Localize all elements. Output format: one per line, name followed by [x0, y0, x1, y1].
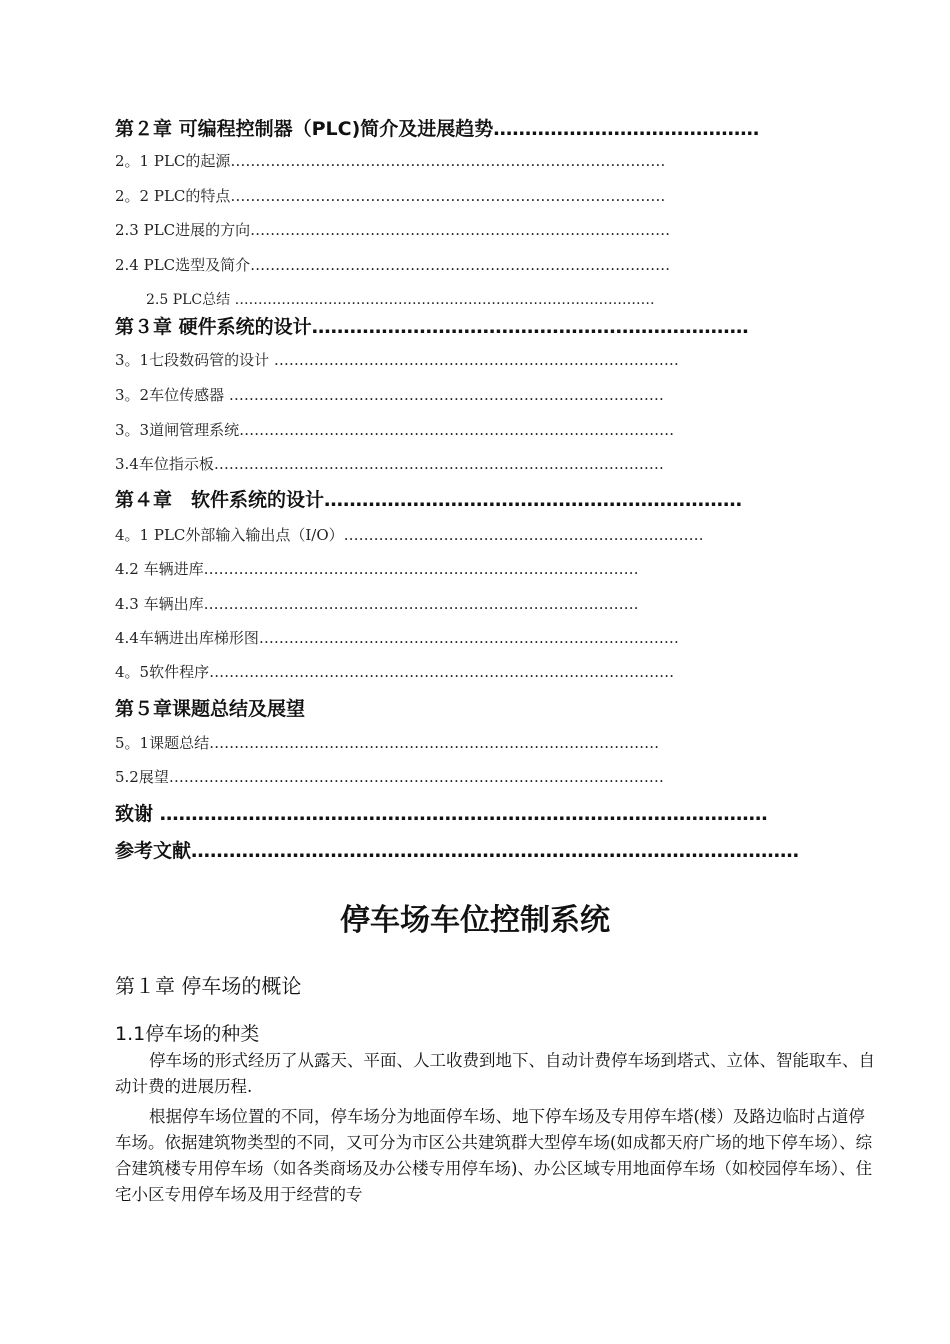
toc-entry[interactable]: 4.2 车辆进库…………………………………………………………………………… — [115, 560, 639, 578]
toc-entry[interactable]: 3。1七段数码管的设计 ……………………………………………………………………… — [115, 351, 679, 369]
toc-entry[interactable]: 5.2展望……………………………………………………………………………………… — [115, 768, 664, 786]
toc-entry[interactable]: 3。2车位传感器 …………………………………………………………………………… — [115, 386, 664, 404]
section-heading: 1.1停车场的种类 — [115, 1023, 260, 1045]
toc-entry[interactable]: 2.4 PLC选型及简介………………………………………………………………………… — [115, 256, 671, 274]
toc-entry-acknowledgements[interactable]: 致谢 …………………………………………………………………………………… — [115, 803, 768, 825]
toc-entry[interactable]: 4。1 PLC外部输入输出点（I/O）……………………………………………………………… — [115, 526, 704, 544]
toc-entry[interactable]: 3。3道闸管理系统…………………………………………………………………………… — [115, 421, 675, 439]
toc-entry[interactable]: 2.3 PLC进展的方向………………………………………………………………………… — [115, 221, 671, 239]
toc-entry[interactable]: 2.5 PLC总结 ……………………………………………………………………………… — [146, 292, 655, 308]
toc-entry[interactable]: 4。5软件程序………………………………………………………………………………… — [115, 663, 675, 681]
document-title: 停车场车位控制系统 — [340, 903, 610, 938]
chapter-heading: 第１章 停车场的概论 — [115, 974, 302, 998]
body-paragraph: 根据停车场位置的不同，停车场分为地面停车场、地下停车场及专用停车塔(楼）及路边临时占道停车场。依据建筑物类型的不同，又可分为市区公共建筑群大型停车场(如成都天府广场的地下停车场）、综合建筑楼专用停车场（如各类商场及办公楼专用停车场)、办公区域专用地面停车场（如校园停车场）、住宅小区专用停车场及用于经营的专 — [115, 1107, 873, 1204]
toc-entry[interactable]: 4.3 车辆出库…………………………………………………………………………… — [115, 595, 639, 613]
toc-entry[interactable]: 5。1课题总结……………………………………………………………………………… — [115, 734, 660, 752]
toc-entry-references[interactable]: 参考文献…………………………………………………………………………………… — [115, 840, 800, 862]
toc-entry-chapter-2[interactable]: 第２章 可编程控制器（PLC)简介及进展趋势…………………………………… — [115, 118, 760, 140]
toc-entry[interactable]: 2。2 PLC的特点…………………………………………………………………………… — [115, 187, 666, 205]
toc-entry[interactable]: 2。1 PLC的起源…………………………………………………………………………… — [115, 152, 666, 170]
toc-entry-chapter-3[interactable]: 第３章 硬件系统的设计…………………………………………………………… — [115, 316, 749, 338]
toc-entry[interactable]: 4.4车辆进出库梯形图………………………………………………………………………… — [115, 629, 679, 647]
toc-entry[interactable]: 3.4车位指示板……………………………………………………………………………… — [115, 455, 664, 473]
toc-entry-chapter-4[interactable]: 第４章 软件系统的设计………………………………………………………… — [115, 489, 743, 511]
toc-entry-chapter-5[interactable]: 第５章课题总结及展望 — [115, 698, 306, 720]
body-paragraph: 停车场的形式经历了从露天、平面、人工收费到地下、自动计费停车场到塔式、立体、智能取车、自动计费的进展历程. — [115, 1051, 875, 1096]
